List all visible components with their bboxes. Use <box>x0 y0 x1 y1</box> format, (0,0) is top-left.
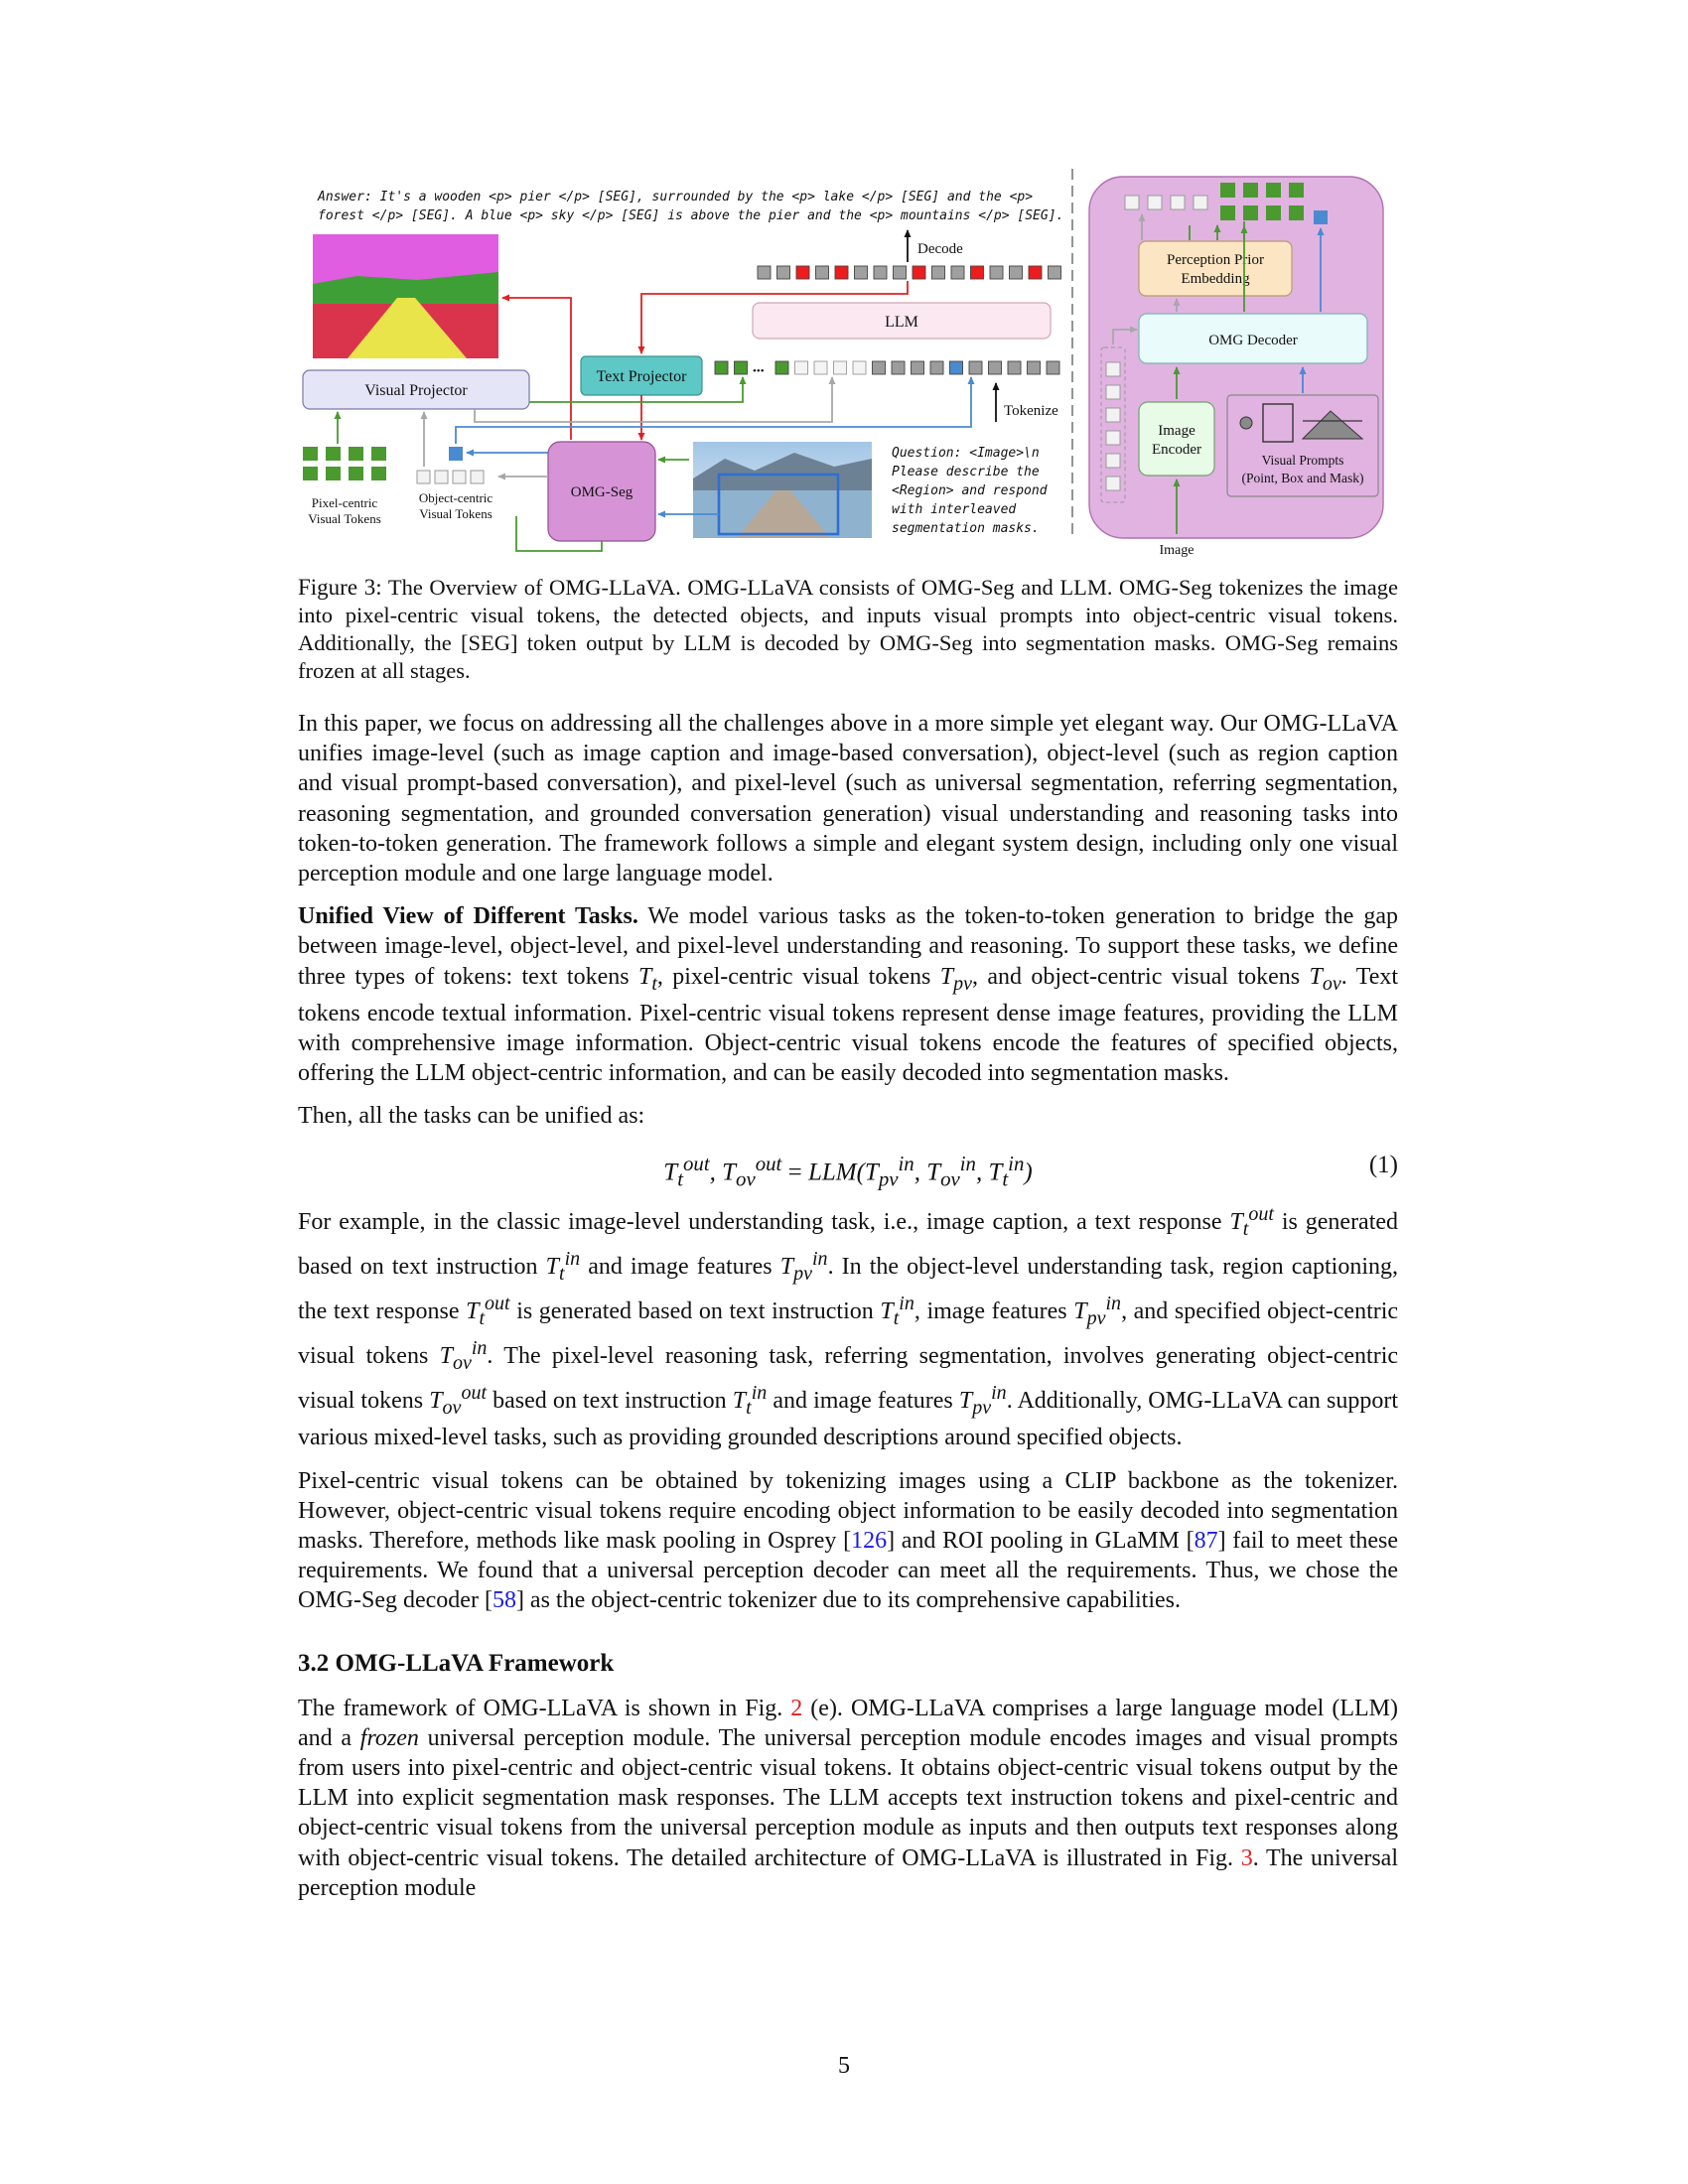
output-token <box>816 266 829 279</box>
connector-arrow <box>502 298 571 440</box>
image-encoder-label-2: Encoder <box>1152 442 1201 458</box>
panel-mask-token <box>1220 183 1235 198</box>
image-encoder-label-1: Image <box>1158 423 1196 439</box>
output-token <box>758 266 771 279</box>
input-token <box>735 361 748 374</box>
llm-label: LLM <box>885 314 918 331</box>
input-token <box>775 361 788 374</box>
pixel-token <box>303 447 318 461</box>
output-token <box>855 266 868 279</box>
paragraph-heading: Unified View of Different Tasks. <box>298 903 638 930</box>
output-token <box>990 266 1003 279</box>
object-tokens-label-2: Visual Tokens <box>419 506 492 521</box>
output-token <box>777 266 790 279</box>
panel-output-token <box>1194 196 1207 209</box>
output-token <box>796 266 809 279</box>
object-token <box>435 471 448 483</box>
input-token <box>912 361 924 374</box>
output-token <box>1010 266 1023 279</box>
panel-mask-token <box>1243 183 1258 198</box>
image-encoder-box <box>1139 402 1214 476</box>
output-token <box>1049 266 1061 279</box>
query-token <box>1106 477 1120 490</box>
omg-seg-label: OMG-Seg <box>570 484 633 500</box>
pixel-tokens-label-1: Pixel-centric <box>311 495 378 510</box>
query-token <box>1106 431 1120 445</box>
paragraph-then: Then, all the tasks can be unified as: <box>298 1103 645 1130</box>
equation-number: (1) <box>1368 1152 1398 1179</box>
panel-mask-token <box>1266 205 1281 220</box>
perception-prior-box <box>1139 241 1292 296</box>
output-token <box>1029 266 1042 279</box>
panel-mask-token <box>1243 205 1258 220</box>
input-token <box>814 361 827 374</box>
page-number: 5 <box>838 2053 850 2079</box>
query-token <box>1106 385 1120 399</box>
question-line: with interleaved <box>892 502 1017 517</box>
paragraph-unified-view: Unified View of Different Tasks. We model various tasks as the token-to-token generation to bridge the gap between image-level, object-level, and pixel-level understanding and reasoning. To support these tasks, we define three types of tokens: text tokens $T_t$, pixel-centric visual tokens $T_{pv}$, and object-centric visual tokens $T_{ov}$. Text tokens encode textual information. Pixel-centric visual tokens represent dense image features, providing the LLM with comprehensive image information. Object-centric visual tokens encode the features of specified objects, offering the LLM object-centric information, and can be easily decoded into segmentation masks. <box>298 903 1399 1087</box>
paragraph-pixel-centric: Pixel-centric visual tokens can be obtained by tokenizing images using a CLIP backbone as the tokenizer. However, object-centric visual tokens require encoding object information to be easily decoded into segmentation masks. Therefore, methods like mask pooling in Osprey [126] and ROI pooling in GLaMM [87] fail to meet these requirements. We found that a universal perception decoder can meet all the requirements. Thus, we chose the OMG-Seg decoder [58] as the object-centric tokenizer due to its comprehensive capabilities. <box>298 1467 1398 1614</box>
panel-prompt-token <box>1314 210 1328 224</box>
input-token <box>892 361 905 374</box>
text-projector-label: Text Projector <box>596 368 687 385</box>
point-prompt-icon <box>1240 417 1252 429</box>
input-token <box>1008 361 1021 374</box>
body-text <box>298 709 1398 1916</box>
figure-3 <box>0 0 1688 566</box>
object-tokens-label-1: Object-centric <box>418 490 493 505</box>
input-token <box>950 361 963 374</box>
answer-line-2: forest </p> [SEG]. A blue <p> sky </p> [SEG] is above the pier and the <p> mountains </p> [SEG]. <box>318 208 1064 223</box>
object-token <box>417 471 430 483</box>
panel-output-token <box>1148 196 1162 209</box>
pixel-token <box>303 467 318 480</box>
omg-decoder-label: OMG Decoder <box>1208 333 1298 348</box>
object-token-selected <box>449 447 463 461</box>
pixel-token <box>371 447 386 461</box>
visual-projector-label: Visual Projector <box>364 382 468 399</box>
perception-prior-label-1: Perception Prior <box>1167 252 1264 268</box>
input-token <box>969 361 982 374</box>
input-token <box>1047 361 1059 374</box>
figure-ref-link[interactable]: 2 <box>790 1695 803 1721</box>
output-token <box>874 266 887 279</box>
paragraph-intro: In this paper, we focus on addressing all the challenges above in a more simple yet elegant way. Our OMG-LLaVA unifies image-level (such as image caption and image-based conversation), object-level (such as region caption and visual prompt-based conversation), and pixel-level (such as universal segmentation, referring segmentation, reasoning segmentation, and grounded conversation generation) visual understanding and reasoning tasks into token-to-token generation. The framework follows a simple and elegant system design, including only one visual perception module and one large language model. <box>298 711 1398 887</box>
tokenize-label: Tokenize <box>1004 403 1058 419</box>
output-token <box>913 266 925 279</box>
panel-mask-token <box>1289 183 1304 198</box>
answer-line-1: Answer: It's a wooden <p> pier </p> [SEG], surrounded by the <p> lake </p> [SEG] and the <p> <box>318 190 1034 205</box>
input-token <box>795 361 808 374</box>
output-token <box>835 266 848 279</box>
output-token <box>971 266 984 279</box>
input-token <box>930 361 943 374</box>
question-line: <Region> and respond <box>892 483 1048 498</box>
object-token <box>471 471 484 483</box>
pixel-token <box>371 467 386 480</box>
output-token <box>894 266 907 279</box>
panel-mask-token <box>1289 205 1304 220</box>
figure-caption <box>298 574 1398 685</box>
image-input-label: Image <box>1159 543 1195 558</box>
pixel-token <box>326 467 341 480</box>
input-token <box>715 361 728 374</box>
citation-link[interactable]: 126 <box>851 1528 888 1555</box>
output-token <box>932 266 945 279</box>
question-line: segmentation masks. <box>892 521 1040 536</box>
visual-prompts-label-1: Visual Prompts <box>1261 453 1344 468</box>
panel-output-token <box>1125 196 1139 209</box>
output-token <box>951 266 964 279</box>
input-token <box>834 361 847 374</box>
visual-prompts-label-2: (Point, Box and Mask) <box>1241 471 1364 485</box>
query-token <box>1106 454 1120 468</box>
input-token <box>989 361 1002 374</box>
object-token <box>453 471 466 483</box>
figure-ref-link[interactable]: 3 <box>1240 1844 1253 1871</box>
figure-label: Figure 3: <box>298 575 382 600</box>
panel-mask-token <box>1266 183 1281 198</box>
panel-mask-token <box>1220 205 1235 220</box>
panel-output-token <box>1171 196 1185 209</box>
citation-link[interactable]: 58 <box>492 1587 516 1614</box>
input-token <box>853 361 866 374</box>
pixel-token <box>326 447 341 461</box>
paragraph-example: For example, in the classic image-level understanding task, i.e., image caption, a text response $T_t^{out}$ is generated based on text instruction $T_t^{in}$ and image features $T_{pv}^{in}$. In the object-level understanding task, region captioning, the text response $T_t^{out}$ is generated based on text instruction $T_t^{in}$, image features $T_{pv}^{in}$, and specified object-centric visual tokens $T_{ov}^{in}$. The pixel-level reasoning task, referring segmentation, involves generating object-centric visual tokens $T_{ov}^{out}$ based on text instruction $T_t^{in}$ and image features $T_{pv}^{in}$. Additionally, OMG-LLaVA can support various mixed-level tasks, such as providing grounded descriptions around specified objects. <box>298 1203 1399 1451</box>
input-token <box>873 361 886 374</box>
connector-arrow <box>456 377 971 444</box>
citation-link[interactable]: 87 <box>1194 1528 1218 1555</box>
caption-text: The Overview of OMG-LLaVA. OMG-LLaVA consists of OMG-Seg and LLM. OMG-Seg tokenizes the image into pixel-centric visual tokens, the detected objects, and inputs visual prompts into object-centric visual tokens. Additionally, the [SEG] token output by LLM is decoded by OMG-Seg into segmentation masks. OMG-Seg remains frozen at all stages. <box>298 575 1398 683</box>
perception-prior-label-2: Embedding <box>1181 271 1250 287</box>
pixel-token <box>349 467 363 480</box>
paragraph-framework: The framework of OMG-LLaVA is shown in Fig. 2 (e). OMG-LLaVA comprises a large language model (LLM) and a frozen universal perception module. The universal perception module encodes images and visual prompts from users into pixel-centric and object-centric visual tokens. It obtains object-centric visual tokens output by the LLM into explicit segmentation mask responses. The LLM accepts text instruction tokens and pixel-centric and object-centric visual tokens from the universal perception module as inputs and then outputs text responses along with object-centric visual tokens. The detailed architecture of OMG-LLaVA is illustrated in Fig. 3. The universal perception module <box>298 1695 1398 1901</box>
query-token <box>1106 362 1120 376</box>
question-line: Please describe the <box>892 465 1040 479</box>
decode-label: Decode <box>917 241 963 257</box>
token-ellipsis: ••• <box>753 365 765 377</box>
equation-1: $T_t^{out}$, $T_{ov}^{out} = LLM(T_{pv}^{in}$, $T_{ov}^{in}$, $T_t^{in}$) (1) <box>663 1152 1398 1191</box>
section-heading: 3.2 OMG-LLaVA Framework <box>298 1649 615 1677</box>
input-token <box>1028 361 1041 374</box>
question-line: Question: <Image>\n <box>892 446 1040 461</box>
query-token <box>1106 408 1120 422</box>
pixel-tokens-label-2: Visual Tokens <box>308 511 381 526</box>
pixel-token <box>349 447 363 461</box>
